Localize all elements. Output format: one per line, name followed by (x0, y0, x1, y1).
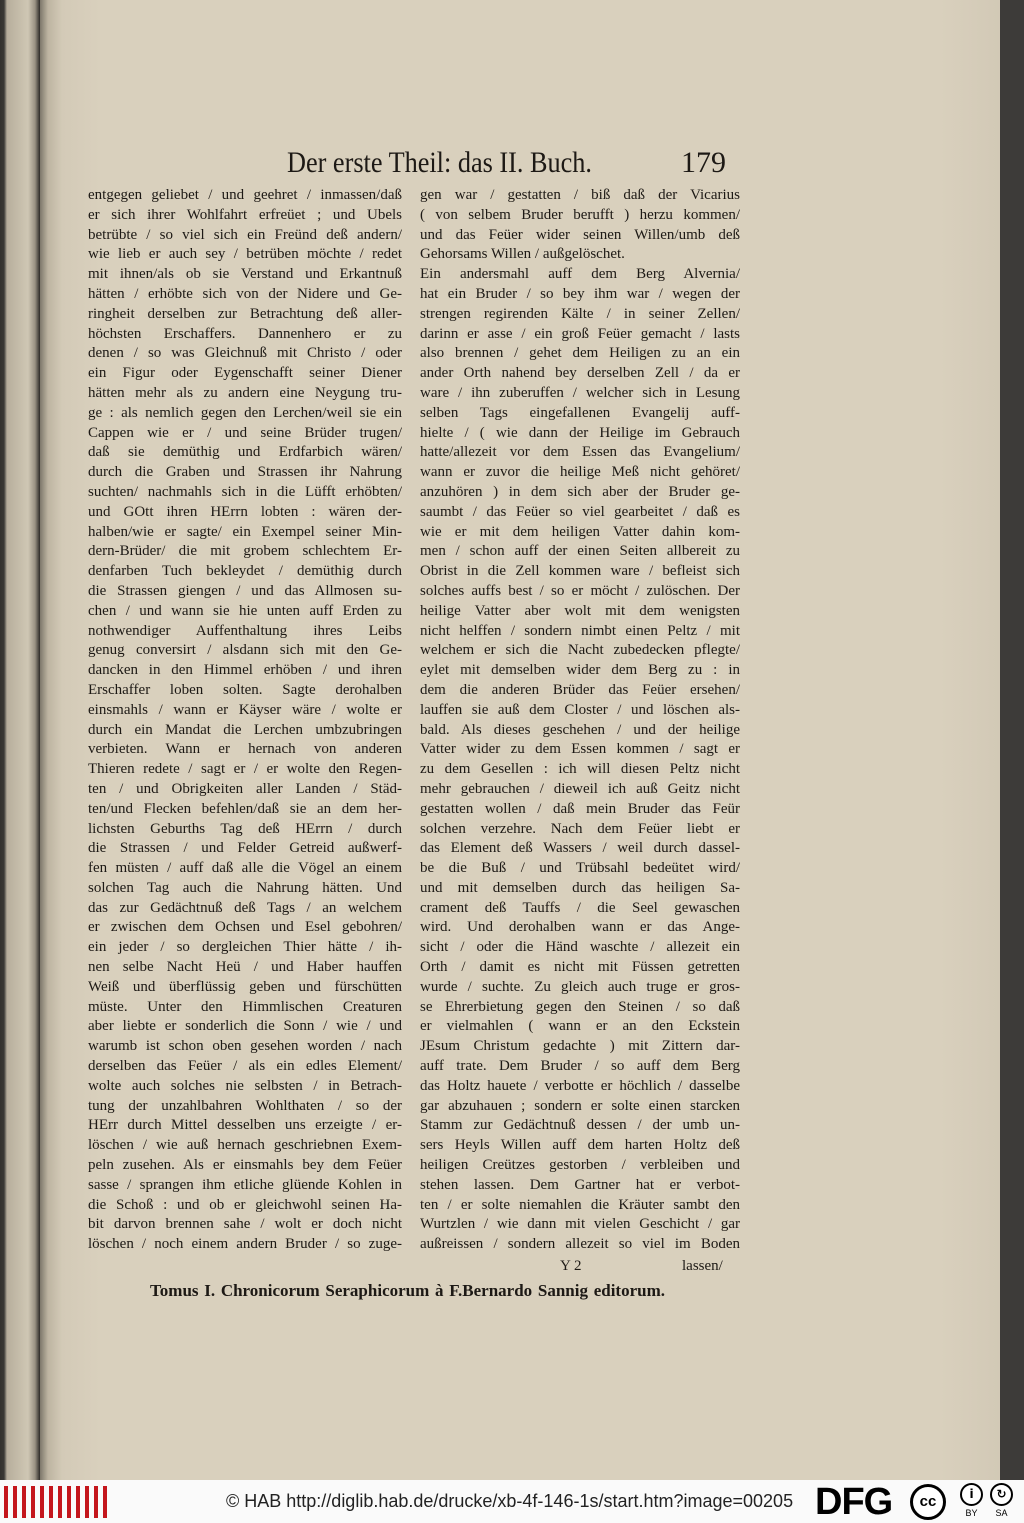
text-line (88, 1077, 402, 1097)
text-line-content: dern-Brüder/ die mit grobem schlechtem Er- (88, 543, 402, 560)
text-line-content: sasse / sprangen ihm etliche glüende Kohlen in (88, 1176, 402, 1193)
text-line-content: stehen lassen. Dem Gartner hat er verbot- (420, 1176, 740, 1193)
text-line (88, 344, 402, 364)
text-line (88, 899, 402, 919)
text-line (88, 661, 402, 681)
text-line (420, 344, 740, 364)
text-line-content: sicht / oder die Händ waschte / allezeit ein (420, 939, 740, 956)
text-line-content: heiligen Creützes gestorben / verbleiben und (420, 1157, 740, 1174)
text-line (88, 1116, 402, 1136)
text-line (420, 305, 740, 325)
text-line-content: ( von selbem Bruder berufft ) herzu kommen/ (420, 206, 740, 223)
text-line (420, 740, 740, 760)
text-line (420, 483, 740, 503)
text-line-content: löschen / noch einem andern Bruder / so zuge- (88, 1236, 402, 1253)
text-line-content: nicht helffen / sondern nimbt einen Peltz / mit (420, 622, 740, 639)
text-line-content: die Strassen / und Felder Getreid außwerf- (88, 840, 402, 857)
text-line (88, 226, 402, 246)
text-line (88, 1215, 402, 1235)
text-line-content: se Ehrerbietung gegen den Steinen / so daß (420, 998, 740, 1015)
text-line (420, 384, 740, 404)
text-line (420, 622, 740, 642)
text-line-content: Stamm zur Gedächtnuß dessen / der umb un- (420, 1117, 740, 1134)
text-line (420, 226, 740, 246)
text-line-content: daß sie demüthig und Erdfarbich wären/ (88, 444, 402, 461)
by-label: BY (965, 1508, 978, 1518)
dfg-logo (815, 1482, 907, 1522)
text-line (420, 1017, 740, 1037)
text-line (420, 1215, 740, 1235)
text-line (420, 265, 740, 285)
text-line (420, 1097, 740, 1117)
text-line-content: auff trate. Dem Bruder / so auff dem Berg (420, 1058, 740, 1075)
text-line (88, 1017, 402, 1037)
text-line-content: lauffen sie auß dem Closter / und löschen als- (420, 701, 740, 718)
text-line-content: er sich ihrer Wohlfahrt erfreüet ; und Ubels (88, 206, 402, 223)
sa-icon: ↻ (990, 1483, 1013, 1506)
text-line-content: saumbt / das Feüer so viel gearbeitet / daß es (420, 503, 740, 520)
text-line-content: dem die anderen Brüder das Feüer ersehen/ (420, 681, 740, 698)
text-line (420, 998, 740, 1018)
text-line-content: ein jeder / so dergleichen Thier hätte / ih- (88, 939, 402, 956)
text-line (88, 1196, 402, 1216)
text-line (88, 483, 402, 503)
text-line (88, 760, 402, 780)
text-line (420, 1136, 740, 1156)
text-line (88, 859, 402, 879)
text-line (88, 800, 402, 820)
copyright-notice (226, 1480, 796, 1523)
text-line-content: betrübte / so viel sich ein Freünd deß andern/ (88, 226, 402, 243)
text-line (420, 760, 740, 780)
text-line-content: verbieten. Wann er hernach von anderen (88, 741, 402, 758)
text-line (420, 839, 740, 859)
text-line (420, 1156, 740, 1176)
text-line-content: das zur Gedächtnuß deß Tags / an welchem (88, 899, 402, 916)
text-line-content: hätten / erhöbte sich von der Nidere und Ge- (88, 285, 402, 302)
text-line (88, 740, 402, 760)
text-line-content: strengen regirenden Kälte / in seiner Zellen/ (420, 305, 740, 322)
text-line (420, 463, 740, 483)
text-line-content: und GOtt ihren HErrn lobten : wären der- (88, 503, 402, 520)
text-line-content: und mit demselben durch das heiligen Sa- (420, 879, 740, 896)
dfg-logo-text: DFG (815, 1481, 893, 1523)
text-line (420, 424, 740, 444)
text-line (88, 542, 402, 562)
text-line (88, 1176, 402, 1196)
catchword-text: lassen/ (682, 1258, 723, 1274)
signature-text: Y 2 (560, 1258, 582, 1274)
text-line-content: er zwischen dem Ochsen und Esel gebohren/ (88, 919, 402, 936)
text-line-content: entgegen geliebet / und geehret / inmassen/daß (88, 187, 402, 203)
text-line-content: Vatter wider zu dem Essen kommen / sagt er (420, 741, 740, 758)
text-line-content: wolte auch solches nie selbsten / in Betrach- (88, 1077, 402, 1094)
text-line (420, 958, 740, 978)
text-line (420, 582, 740, 602)
text-line-content: lichsten Geburths Tag deß HErrn / durch (88, 820, 402, 837)
text-line-content: suchten/ nachmahls sich in die Lüfft erhöbten/ (88, 483, 402, 500)
text-line (420, 681, 740, 701)
text-line (420, 602, 740, 622)
text-line (88, 1057, 402, 1077)
text-line (420, 1116, 740, 1136)
text-line (88, 938, 402, 958)
text-line-content: Thieren redete / sagt er / er wolte den Regen- (88, 761, 402, 778)
text-line-content: er vielmahlen ( wann er an den Eckstein (420, 1018, 740, 1035)
text-line-content: solches auffs best / so er möcht / zulöschen. Der (420, 582, 740, 599)
copyright-text: © HAB http://diglib.hab.de/drucke/xb-4f-146-1s/start.htm?image=00205 (226, 1491, 794, 1511)
text-line-content: warumb ist schon oben gesehen worden / nach (88, 1038, 402, 1055)
text-line-content: derselben das Feüer / als ein edles Element/ (88, 1058, 402, 1075)
text-line-content: ten / er solte niemahlen die Kräuter sambt den (420, 1196, 740, 1213)
text-line-content: solchen verzehre. Nach dem Feüer liebt er (420, 820, 740, 837)
text-line (420, 285, 740, 305)
text-line (88, 443, 402, 463)
text-line-content: ten/und Flecken befehlen/daß sie an dem her- (88, 800, 402, 817)
text-line (88, 523, 402, 543)
text-line (88, 780, 402, 800)
text-line-content: eylet mit demselben wider dem Berg zu : in (420, 662, 740, 679)
text-line-content: peln zusehen. Als er einsmahls bey dem Feüer (88, 1157, 402, 1174)
by-icon: i (960, 1483, 983, 1506)
text-line-content: mit ihnen/als ob sie Verstand und Erkantnuß (88, 266, 402, 283)
text-line-content: bald. Als dieses geschehen / und der heilige (420, 721, 740, 738)
text-line-content: sers Heyls Willen auff dem harten Holtz deß (420, 1137, 740, 1154)
text-line-content: heilige Vatter aber wolt mit dem wenigsten (420, 602, 740, 619)
text-line (88, 305, 402, 325)
viewer-bar (0, 1480, 1024, 1523)
text-line-content: ten / und Obrigkeiten aller Landen / Städ- (88, 780, 402, 797)
text-line-content: dancken in den Himmel erhöben / und ihren (88, 662, 402, 679)
signature-mark (560, 1256, 600, 1276)
text-line (420, 661, 740, 681)
text-line-content: nen selbe Nacht Heü / und Haber hauffen (88, 959, 402, 976)
text-line-content: höchsten Erschaffers. Dannenhero er zu (88, 325, 402, 342)
text-line-content: genug conversirt / alsdann sich mit den Ge- (88, 642, 402, 659)
text-line (420, 364, 740, 384)
text-line (88, 978, 402, 998)
text-line (420, 186, 740, 206)
text-line-content: aber liebte er sonderlich die Sonn / wie / und (88, 1018, 402, 1035)
text-line-content: Erschaffer loben solten. Sagte derohalben (88, 681, 402, 698)
text-line (88, 1235, 402, 1255)
text-line (420, 562, 740, 582)
text-line (420, 542, 740, 562)
text-line (88, 186, 402, 206)
text-line-content: Weiß und überflüssig geben und fürschütten (88, 978, 402, 995)
page-number-text: 179 (681, 146, 726, 179)
text-line-content: Wurtzlen / wie dann mit vielen Geschicht / gar (420, 1216, 740, 1233)
text-line (88, 681, 402, 701)
text-line (88, 206, 402, 226)
text-line-content: durch ein Mandat die Lerchen umbzubringen (88, 721, 402, 738)
text-line-content: bit darvon brennen sahe / wolt er doch nicht (88, 1216, 402, 1233)
text-line (88, 1156, 402, 1176)
scan-background-strip (1000, 0, 1024, 1480)
text-line (420, 701, 740, 721)
text-line-content: anzuhören ) in dem sich aber der Bruder ge- (420, 483, 740, 500)
text-line (88, 641, 402, 661)
text-line (420, 879, 740, 899)
text-line-content: gestatten wollen / daß mein Bruder das Feür (420, 800, 740, 817)
text-line-content: löschen / wie auß hernach geschriebnen Exem- (88, 1137, 402, 1154)
text-line-content: ringheit derselben zur Betrachtung deß aller- (88, 305, 402, 322)
text-line-content: chen / und wann sie hie unten auff Erden zu (88, 602, 402, 619)
text-line-content: ander Orth nahend bey derselben Zell / da er (420, 365, 740, 382)
text-line-content: die Strassen giengen / und das Allmosen su- (88, 582, 402, 599)
text-line (88, 404, 402, 424)
text-line-content: solchen Tag auch die Nahrung hätten. Und (88, 879, 402, 896)
text-line-content: Orth / damit es nicht mit Füssen getretten (420, 959, 740, 976)
text-line (88, 463, 402, 483)
text-line-content: hätten mehr als zu andern eine Neygung tru- (88, 384, 402, 401)
text-line (420, 1077, 740, 1097)
text-line (88, 602, 402, 622)
text-line (88, 424, 402, 444)
text-line-content: selben Tags eingefallenen Evangelij auff- (420, 404, 740, 421)
text-line (88, 245, 402, 265)
text-line (88, 918, 402, 938)
text-line-content: halben/wie er sagte/ ein Exempel seiner Min- (88, 523, 402, 540)
text-line-content: ein Figur oder Eygenschafft seiner Diener (88, 365, 402, 382)
text-line (420, 918, 740, 938)
text-line-content: zu dem Gesellen : ich will diesen Peltz nicht (420, 761, 740, 778)
text-line (88, 721, 402, 741)
text-line-content: tung der unzahlbahren Wohlthaten / so der (88, 1097, 402, 1114)
text-line-content: durch die Graben und Strassen ihr Nahrung (88, 464, 402, 481)
text-line (420, 721, 740, 741)
text-line (420, 859, 740, 879)
text-line (88, 503, 402, 523)
text-line (420, 404, 740, 424)
text-line (420, 800, 740, 820)
text-line-content: men / schon auff der einen Seiten allbereit zu (420, 543, 740, 560)
text-line-content: wann er zuvor die heilige Meß nicht gehöret/ (420, 464, 740, 481)
text-line (420, 1057, 740, 1077)
text-line (88, 325, 402, 345)
text-line-content: die Schoß : und ob er gleichwohl seinen Ha- (88, 1196, 402, 1213)
catchword (682, 1256, 740, 1276)
running-head (287, 143, 592, 183)
text-line (420, 820, 740, 840)
sa-label: SA (995, 1508, 1008, 1518)
text-line-content: gar abzuhauen ; sondern er solte einen starcken (420, 1097, 740, 1114)
text-line-content: fen müsten / auff daß alle die Vögel an einem (88, 860, 402, 877)
text-line-content: be die Buß / und Trübsahl bedeütet wird/ (420, 860, 740, 877)
text-line-content: Cappen wie er / und seine Brüder trugen/ (88, 424, 402, 441)
text-line (420, 978, 740, 998)
text-line (420, 206, 740, 226)
text-line-content: HErr durch Mittel desselben uns erzeigte / er- (88, 1117, 402, 1134)
text-line (420, 503, 740, 523)
footer-line-text: Tomus I. Chronicorum Seraphicorum à F.Bernardo Sannig editorum. (150, 1281, 665, 1300)
hab-logo (4, 1486, 108, 1518)
text-line (88, 562, 402, 582)
text-line-content: hat ein Bruder / so bey ihm war / wegen der (420, 285, 740, 302)
text-line (420, 938, 740, 958)
text-line (420, 325, 740, 345)
adjacent-page-edge (0, 0, 40, 1480)
text-line-content: einsmahls / wann er Käyser wäre / wolte er (88, 701, 402, 718)
text-line-content: hielte / ( wie dann der Heilige im Gebrauch (420, 424, 740, 441)
text-line (88, 879, 402, 899)
footer-line (150, 1280, 665, 1302)
text-line (88, 998, 402, 1018)
text-line (88, 1037, 402, 1057)
text-line-content: crament deß Tauffs / die Seel gewaschen (420, 899, 740, 916)
page-number (681, 143, 738, 183)
text-line (88, 958, 402, 978)
text-line-content: Ein andersmahl auff dem Berg Alvernia/ (420, 266, 740, 283)
text-line (420, 1196, 740, 1216)
right-column (420, 186, 740, 1255)
text-line (420, 1235, 740, 1255)
text-line (420, 1176, 740, 1196)
text-line-content: mehr gebrauchen / dieweil ich auß Geitz nicht (420, 780, 740, 797)
text-line-content: hatte/allezeit vor dem Essen das Evangelium/ (420, 444, 740, 461)
text-line (88, 622, 402, 642)
text-line-content: wie lieb er auch sey / betrüben möchte / redet (88, 246, 402, 263)
text-line (88, 364, 402, 384)
text-line-content: Gehorsams Willen / außgelöschet. (420, 246, 625, 263)
text-line-content: welchem er sich die Nacht zubedecken pflegte/ (420, 642, 740, 659)
text-line-content: wird. Und derohalben wann er das Ange- (420, 919, 740, 936)
text-line (420, 780, 740, 800)
text-line (420, 641, 740, 661)
text-line (420, 523, 740, 543)
text-line-content: Obrist in die Zell kommen ware / befleist sich (420, 563, 740, 580)
text-line-content: nothwendiger Auffenthaltung ihres Leibs (88, 622, 402, 639)
text-line-content: darinn er asse / ein groß Feüer gemacht / lasts (420, 325, 740, 342)
text-line-content: ware / ihn zuberuffen / welcher sich in Lesung (420, 384, 740, 401)
running-head-text: Der erste Theil: das II. Buch. (287, 146, 592, 179)
text-line (88, 839, 402, 859)
text-line-content: also brennen / gehet dem Heiligen zu an ein (420, 345, 740, 362)
text-line-content: das Element deß Wassers / weil durch dassel- (420, 840, 740, 857)
text-line-content: ge : als nemlich gegen den Lerchen/weil sie ein (88, 404, 402, 421)
text-line (88, 1136, 402, 1156)
left-column (88, 186, 402, 1255)
text-line (88, 582, 402, 602)
text-line-content: wurde / suchte. Zu gleich auch truge er gros- (420, 978, 740, 995)
text-line-content: JEsum Christum gedachte ) mit Zittern dar- (420, 1038, 740, 1055)
text-line-content: denfarben Tuch bekleydet / demüthig durch (88, 563, 402, 580)
text-line (420, 245, 740, 265)
text-line-content: wie er mit dem heiligen Vatter dahin kom- (420, 523, 740, 540)
cc-icon: cc (910, 1484, 946, 1520)
text-line-content: das Holtz hauete / verbotte er höchlich / dasselbe (420, 1077, 740, 1094)
text-line (420, 899, 740, 919)
text-line (88, 285, 402, 305)
text-line-content: müste. Unter den Himmlischen Creaturen (88, 998, 402, 1015)
text-line-content: denen / so was Gleichnuß mit Christo / oder (88, 345, 402, 362)
text-line-content: außreissen / sondern allezeit so viel im Boden (420, 1236, 740, 1253)
text-line (88, 1097, 402, 1117)
text-line-content: gen war / gestatten / biß daß der Vicarius (420, 187, 740, 203)
text-line (88, 820, 402, 840)
text-line-content: und das Feüer wider seinen Willen/umb deß (420, 226, 740, 243)
text-line (420, 443, 740, 463)
text-line (88, 701, 402, 721)
text-line (420, 1037, 740, 1057)
text-line (88, 384, 402, 404)
text-line (88, 265, 402, 285)
